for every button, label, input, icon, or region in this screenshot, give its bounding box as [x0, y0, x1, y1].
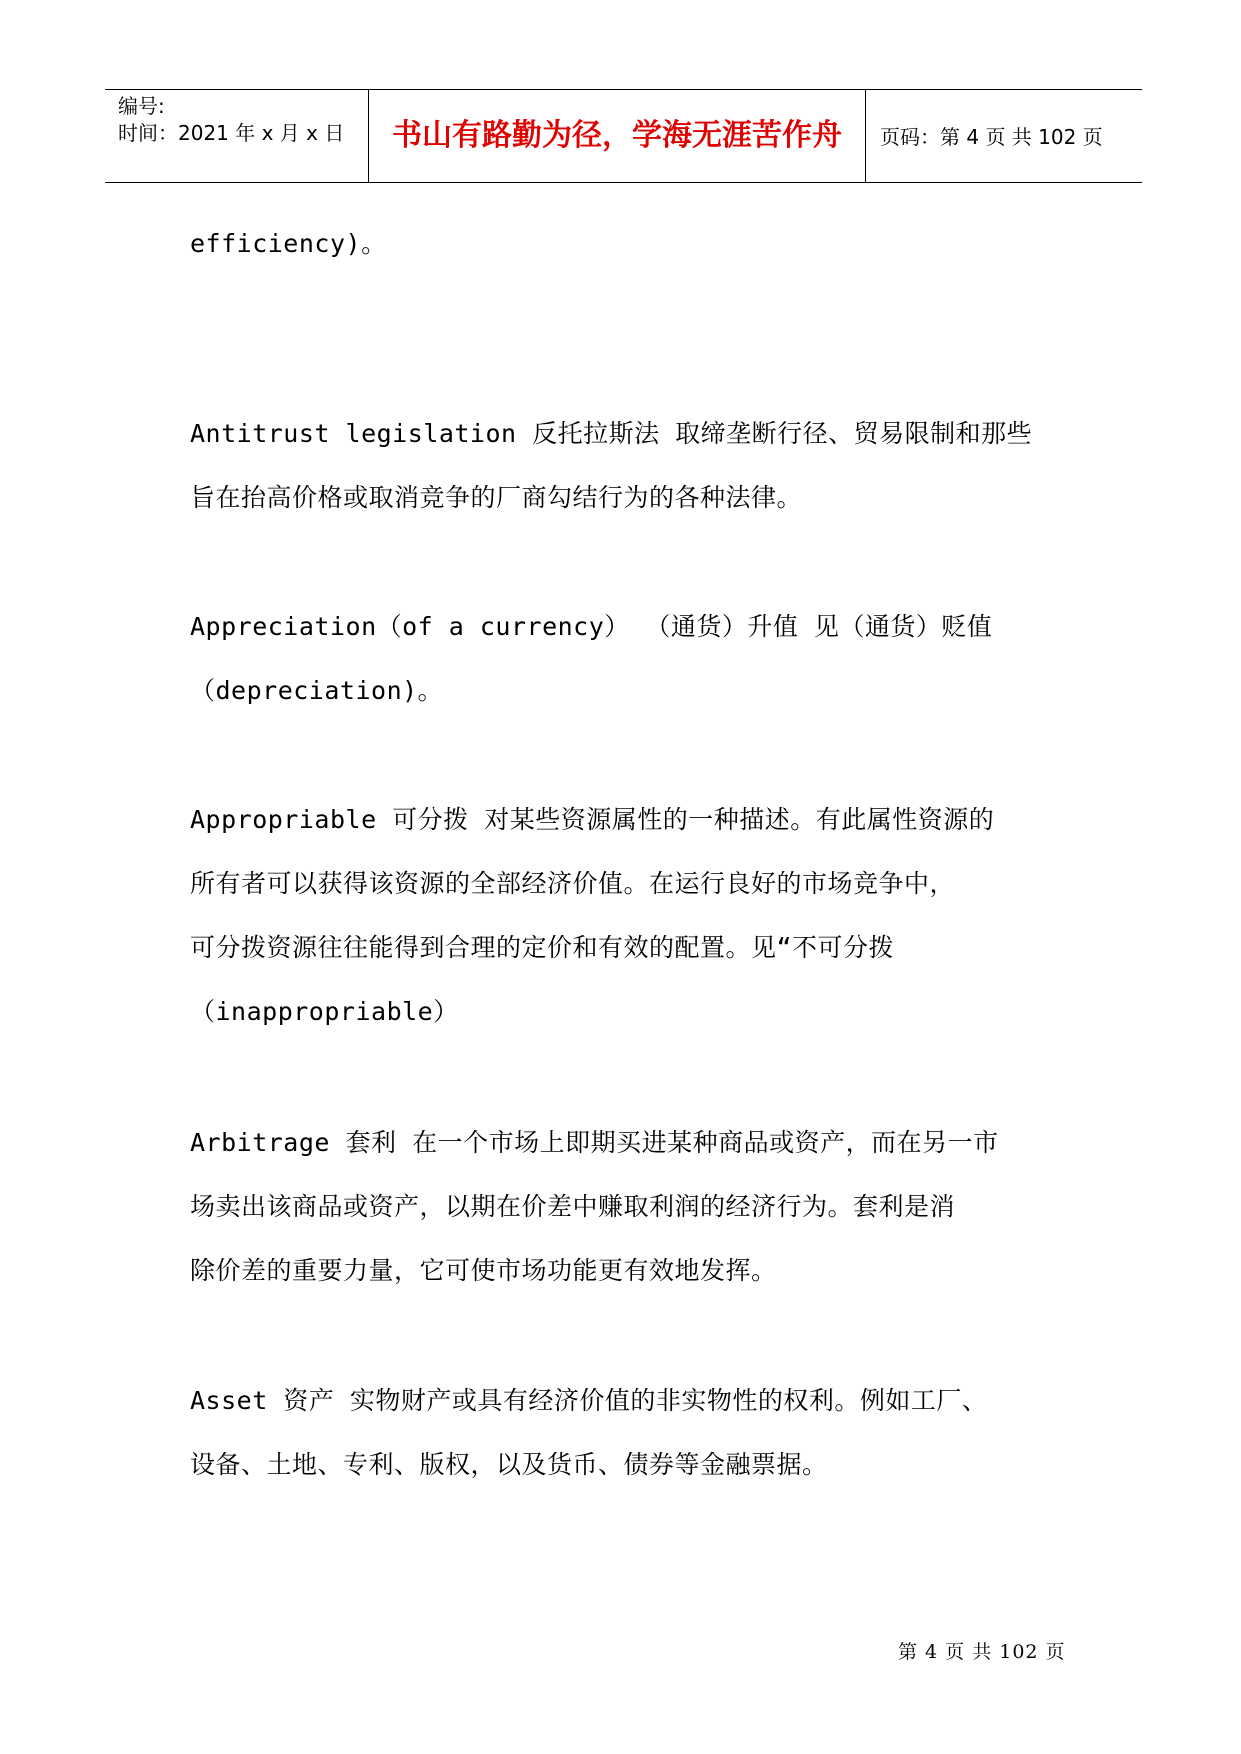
header-page-number: 页码：第 4 页 共 102 页 — [880, 125, 1103, 149]
header-motto-cell — [369, 90, 866, 182]
body-line: 除价差的重要力量，它可使市场功能更有效地发挥。 — [190, 1256, 777, 1285]
document-header — [105, 89, 1142, 183]
body-line: Appreciation（of a currency） （通货）升值 见（通货）贬值 — [190, 612, 993, 641]
body-line: 可分拨资源往往能得到合理的定价和有效的配置。见“不可分拨 — [190, 933, 895, 962]
body-line: （depreciation)。 — [190, 676, 444, 705]
body-line: efficiency)。 — [190, 229, 387, 258]
body-line: Arbitrage 套利 在一个市场上即期买进某种商品或资产，而在另一市 — [190, 1128, 999, 1157]
footer-page-number: 第 4 页 共 102 页 — [898, 1641, 1066, 1663]
body-line: Appropriable 可分拨 对某些资源属性的一种描述。有此属性资源的 — [190, 805, 995, 834]
body-line: 旨在抬高价格或取消竞争的厂商勾结行为的各种法律。 — [190, 483, 803, 512]
header-page-cell — [866, 90, 1142, 182]
body-line: 场卖出该商品或资产，以期在价差中赚取利润的经济行为。套利是消 — [190, 1192, 956, 1221]
body-line: 设备、土地、专利、版权，以及货币、债券等金融票据。 — [190, 1450, 828, 1479]
body-line: 所有者可以获得该资源的全部经济价值。在运行良好的市场竞争中， — [190, 869, 956, 898]
header-motto: 书山有路勤为径，学海无涯苦作舟 — [392, 118, 842, 153]
serial-number-label: 编号: — [118, 94, 165, 118]
body-line: Asset 资产 实物财产或具有经济价值的非实物性的权利。例如工厂、 — [190, 1386, 988, 1415]
header-left-cell — [105, 90, 369, 182]
body-line: （inappropriable） — [190, 997, 459, 1026]
time-label: 时间：2021 年 x 月 x 日 — [118, 121, 345, 145]
body-line: Antitrust legislation 反托拉斯法 取缔垄断行径、贸易限制和那些 — [190, 419, 1033, 448]
